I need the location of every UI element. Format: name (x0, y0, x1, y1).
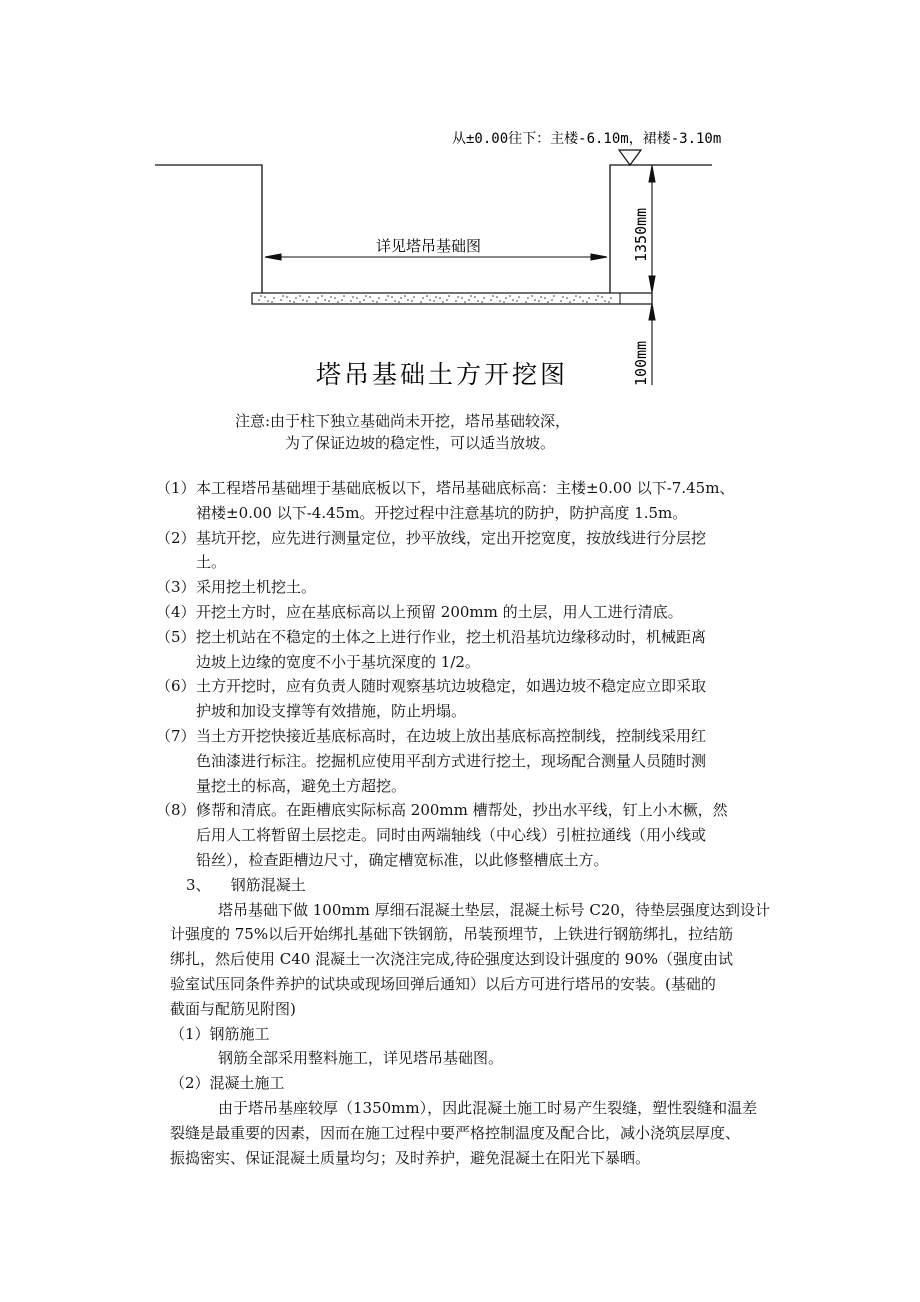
list-item-text (196, 600, 800, 625)
list-item (150, 600, 800, 625)
list-item-number: （6） (156, 677, 196, 696)
list-item-number: （4） (156, 602, 196, 621)
elevation-marker-icon (619, 150, 641, 165)
paragraph-line: 裂缝是最重要的因素，因而在施工过程中要严格控制温度及配合比，减小浇筑层厚度、 (170, 1123, 741, 1142)
note-block (235, 410, 570, 454)
list-item (150, 575, 800, 600)
body-text (150, 476, 800, 1170)
paragraph-line: 绑扎，然后使用 C40 混凝土一次浇注完成,待砼强度达到设计强度的 90%（强度由试 (170, 950, 733, 969)
list-item-text (196, 724, 800, 798)
list-item-text (196, 575, 800, 600)
list-item-number: （5） (156, 627, 196, 646)
dim-pad-label: 100mm (632, 340, 650, 386)
paragraph-line: 由于塔吊基座较厚（1350mm），因此混凝土施工时易产生裂缝，塑性裂缝和温差 (218, 1098, 758, 1117)
list-item-line: 边坡上边缘的宽度不小于基坑深度的 1/2。 (196, 652, 480, 671)
list-item-line: 土方开挖时，应有负责人随时观察基坑边坡稳定，如遇边坡不稳定应立即采取 (196, 677, 707, 696)
list-item-line: 护坡和加设支撑等有效措施，防止坍塌。 (196, 702, 467, 721)
list-item-number: （2） (156, 528, 196, 547)
list-item-line: 开挖土方时，应在基底标高以上预留 200mm 的土层，用人工进行清底。 (196, 602, 683, 621)
elevation-note: 从±0.00往下：主楼-6.10m，裙楼-3.10m (452, 131, 722, 147)
list-item-number: （8） (156, 801, 196, 820)
subsection-1-text: 钢筋全部采用整料施工，详见塔吊基础图。 (218, 1049, 504, 1068)
paragraph-line: 截面与配筋见附图) (170, 999, 296, 1018)
subsection-title: 混凝土施工 (209, 1074, 285, 1093)
list-item-number: （3） (156, 578, 196, 597)
list-item-line: 土。 (196, 553, 227, 572)
paragraph-line: 塔吊基础下做 100mm 厚细石混凝土垫层，混凝土标号 C20，待垫层强度达到设计 (218, 900, 770, 919)
list-item-text (196, 798, 800, 872)
section-title: 钢筋混凝土 (230, 875, 306, 894)
subsection-title: 钢筋施工 (209, 1024, 270, 1043)
list-item-line: 采用挖土机挖土。 (196, 578, 317, 597)
subsection-number: （2） (170, 1074, 210, 1093)
item-list (150, 476, 800, 873)
paragraph-line: 振捣密实、保证混凝土质量均匀；及时养护，避免混凝土在阳光下暴晒。 (170, 1148, 651, 1167)
list-item-text (196, 674, 800, 724)
list-item (150, 625, 800, 675)
list-item-line: 挖土机站在不稳定的土体之上进行作业，挖土机沿基坑边缘移动时，机械距离 (196, 627, 707, 646)
list-item-number: （1） (156, 479, 196, 497)
paragraph-line: 验室试压同条件养护的试块或现场回弹后通知）以后方可进行塔吊的安装。(基础的 (170, 974, 716, 993)
pit-outline (155, 165, 712, 293)
list-item (150, 476, 800, 526)
list-item-line: 本工程塔吊基础埋于基础底板以下，塔吊基础底标高：主楼±0.00 以下-7.45m、 (196, 479, 735, 497)
list-item-line: 当土方开挖快接近基底标高时，在边坡上放出基底标高控制线，控制线采用红 (196, 726, 707, 745)
list-item-text (196, 625, 800, 675)
excavation-drawing (0, 0, 920, 400)
list-item-line: 后用人工将暂留土层挖走。同时由两端轴线（中心线）引桩拉通线（用小线或 (196, 826, 707, 845)
list-item (150, 674, 800, 724)
list-item-text (196, 476, 800, 526)
list-item (150, 724, 800, 798)
list-item-line: 铅丝），检查距槽边尺寸，确定槽宽标准，以此修整槽底土方。 (196, 850, 609, 869)
list-item (150, 526, 800, 576)
list-item-line: 基坑开挖，应先进行测量定位，抄平放线，定出开挖宽度，按放线进行分层挖 (196, 528, 707, 547)
note-line-1: 注意:由于柱下独立基础尚未开挖，塔吊基础较深， (235, 412, 571, 430)
list-item-line: 修帮和清底。在距槽底实际标高 200mm 槽帮处，抄出水平线，钉上小木橛，然 (196, 801, 728, 820)
section-3-paragraph (150, 898, 800, 1022)
section-3-heading (150, 873, 800, 898)
center-label: 详见塔吊基础图 (376, 237, 482, 255)
concrete-pad (252, 293, 652, 304)
list-item-number: （7） (156, 726, 196, 745)
list-item-line: 量挖土的标高，避免土方超挖。 (196, 776, 407, 795)
drawing-title: 塔吊基础土方开挖图 (316, 360, 569, 389)
subsection-2-paragraph (150, 1096, 800, 1170)
list-item (150, 798, 800, 872)
dim-main-label: 1350mm (632, 207, 650, 262)
paragraph-line: 计强度的 75%以后开始绑扎基础下铁钢筋，吊装预埋节，上铁进行钢筋绑扎，拉结筋 (170, 925, 734, 944)
note-line-2: 为了保证边坡的稳定性，可以适当放坡。 (285, 434, 556, 452)
list-item-text (196, 526, 800, 576)
subsection-1-heading (150, 1022, 800, 1047)
subsection-2-heading (150, 1071, 800, 1096)
section-number: 3、 (186, 875, 211, 894)
subsection-number: （1） (170, 1024, 210, 1043)
list-item-line: 裙楼±0.00 以下-4.45m。开挖过程中注意基坑的防护，防护高度 1.5m。 (196, 503, 688, 522)
list-item-line: 色油漆进行标注。挖掘机应使用平刮方式进行挖土，现场配合测量人员随时测 (196, 751, 707, 770)
